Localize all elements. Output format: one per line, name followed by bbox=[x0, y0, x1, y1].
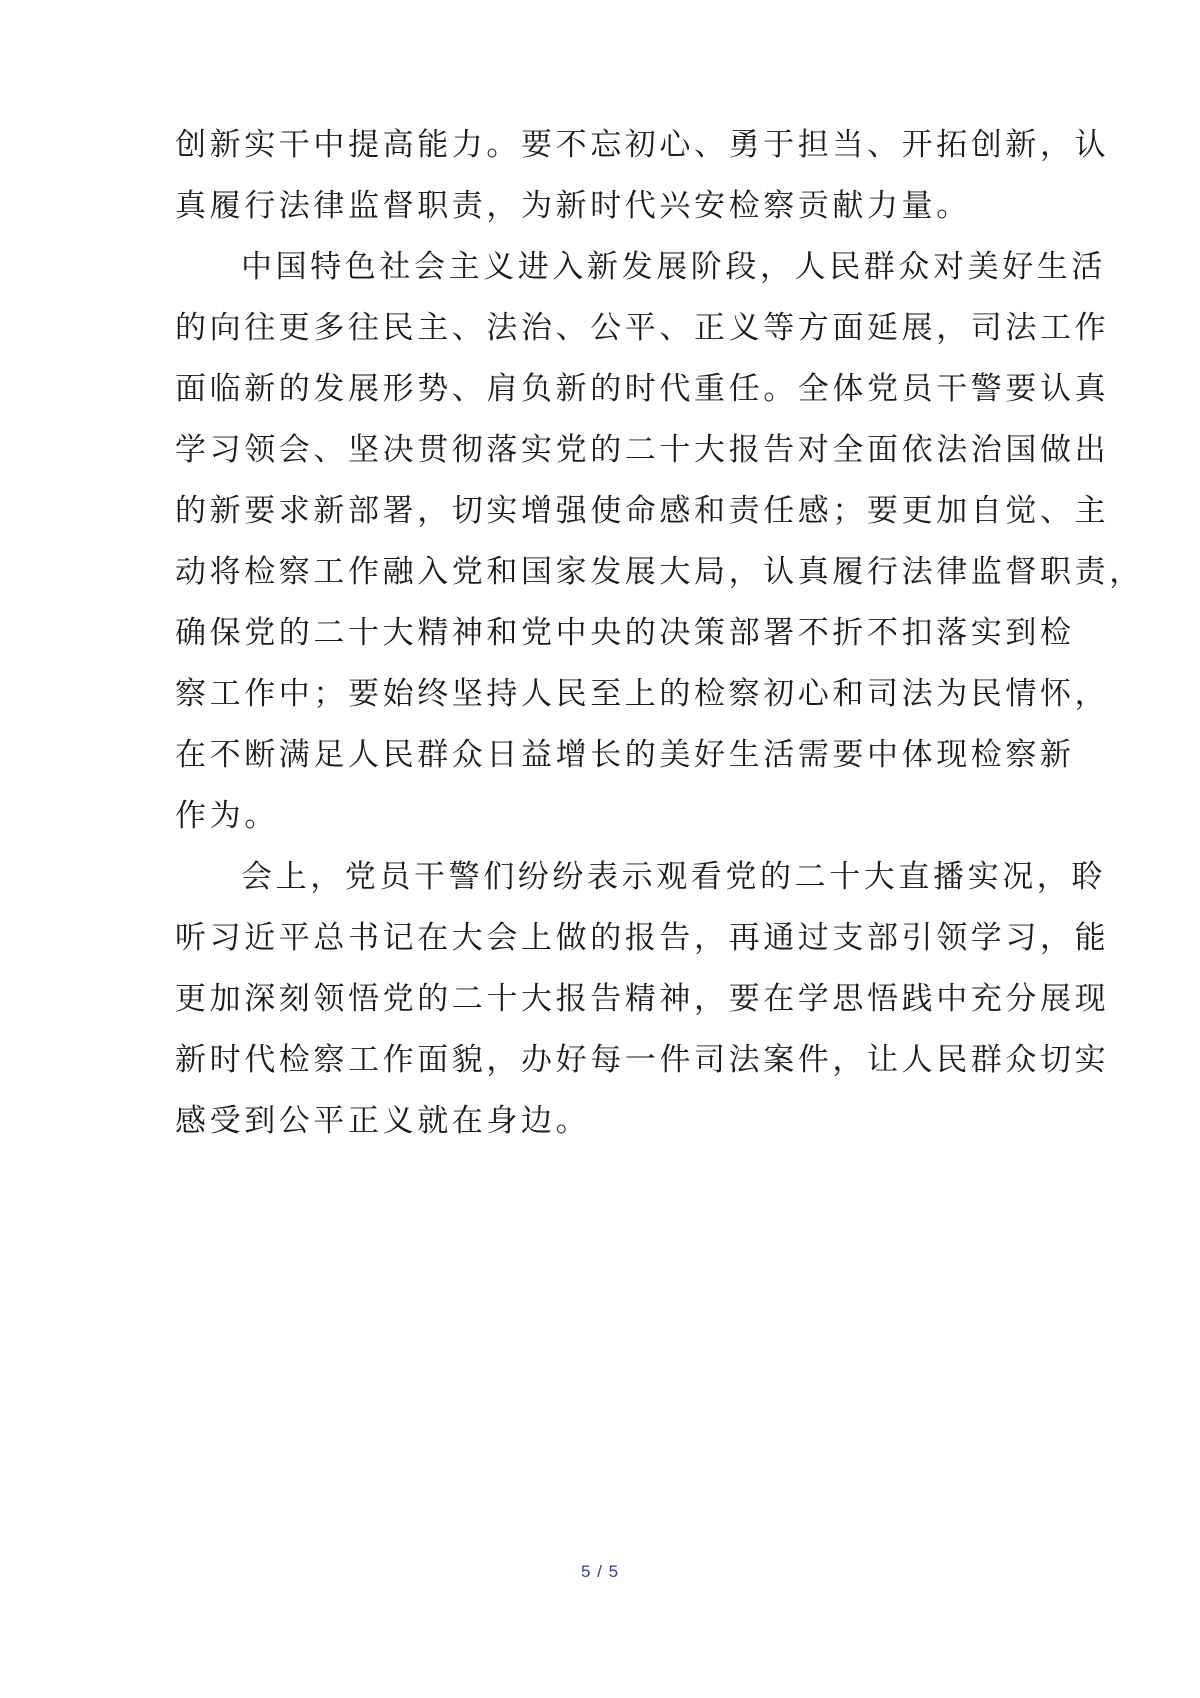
text-line: 察工作中；要始终坚持人民至上的检察初心和司法为民情怀， bbox=[175, 676, 1110, 712]
text-line: 会上，党员干警们纷纷表示观看党的二十大直播实况，聆 bbox=[241, 859, 1106, 895]
document-body bbox=[175, 115, 1144, 1152]
text-line: 作为。 bbox=[175, 798, 279, 834]
text-line: 真履行法律监督职责，为新时代兴安检察贡献力量。 bbox=[175, 188, 971, 224]
text-line: 的新要求新部署，切实增强使命感和责任感；要更加自觉、主 bbox=[175, 493, 1110, 529]
paragraph-2 bbox=[175, 237, 1144, 847]
page-number: 5 / 5 bbox=[580, 1562, 620, 1581]
text-line: 在不断满足人民群众日益增长的美好生活需要中体现检察新 bbox=[175, 737, 1075, 773]
text-line: 新时代检察工作面貌，办好每一件司法案件，让人民群众切实 bbox=[175, 1042, 1110, 1078]
text-line: 面临新的发展形势、肩负新的时代重任。全体党员干警要认真 bbox=[175, 371, 1110, 407]
text-line: 确保党的二十大精神和党中央的决策部署不折不扣落实到检 bbox=[175, 615, 1075, 651]
text-line: 的向往更多往民主、法治、公平、正义等方面延展，司法工作 bbox=[175, 310, 1110, 346]
paragraph-3 bbox=[175, 847, 1110, 1152]
text-line: 学习领会、坚决贯彻落实党的二十大报告对全面依法治国做出 bbox=[175, 432, 1110, 468]
text-line: 创新实干中提高能力。要不忘初心、勇于担当、开拓创新，认 bbox=[175, 127, 1110, 163]
text-line: 听习近平总书记在大会上做的报告，再通过支部引领学习，能 bbox=[175, 920, 1110, 956]
text-line: 动将检察工作融入党和国家发展大局，认真履行法律监督职责， bbox=[175, 554, 1144, 590]
text-line: 感受到公平正义就在身边。 bbox=[175, 1103, 591, 1139]
text-line: 中国特色社会主义进入新发展阶段，人民群众对美好生活 bbox=[241, 249, 1106, 285]
text-line: 更加深刻领悟党的二十大报告精神，要在学思悟践中充分展现 bbox=[175, 981, 1110, 1017]
paragraph-1 bbox=[175, 115, 1110, 237]
